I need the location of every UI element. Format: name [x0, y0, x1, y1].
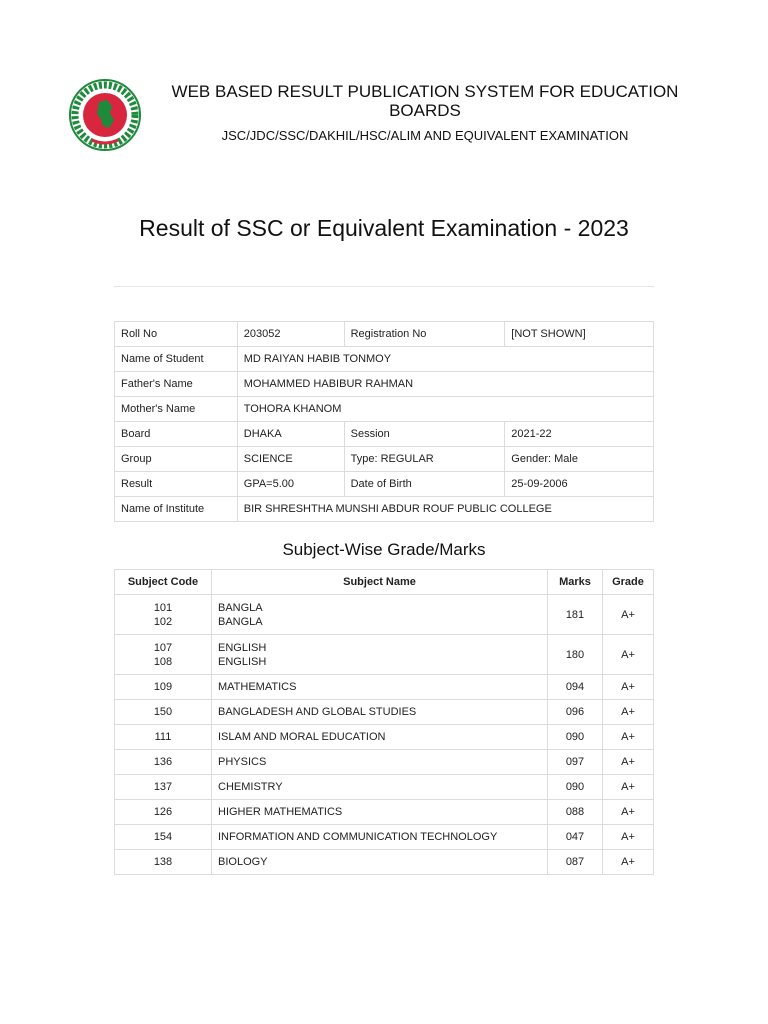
table-row [115, 675, 654, 700]
subject-code [115, 635, 212, 675]
info-row-group [115, 447, 654, 472]
header-grade: Grade [603, 570, 654, 595]
divider [114, 286, 654, 287]
subject-name: ISLAM AND MORAL EDUCATION [212, 725, 548, 750]
table-row [115, 800, 654, 825]
institute-value: BIR SHRESHTHA MUNSHI ABDUR ROUF PUBLIC COLLEGE [237, 497, 653, 522]
board-label: Board [115, 422, 238, 447]
header-subject-name: Subject Name [212, 570, 548, 595]
table-row [115, 635, 654, 675]
subject-name [212, 595, 548, 635]
subject-grade: A+ [603, 725, 654, 750]
info-row-board [115, 422, 654, 447]
subject-code-2: 102 [153, 615, 173, 628]
subject-grade: A+ [603, 750, 654, 775]
subject-name: PHYSICS [212, 750, 548, 775]
session-label: Session [344, 422, 505, 447]
subject-code: 111 [115, 725, 212, 750]
subject-code-1: 107 [153, 641, 173, 654]
subject-code: 109 [115, 675, 212, 700]
header-subject-code: Subject Code [115, 570, 212, 595]
student-name-label: Name of Student [115, 347, 238, 372]
subject-marks: 097 [548, 750, 603, 775]
table-row [115, 850, 654, 875]
result-value: GPA=5.00 [237, 472, 344, 497]
info-row-name [115, 347, 654, 372]
mother-name-value: TOHORA KHANOM [237, 397, 653, 422]
table-row [115, 725, 654, 750]
registration-value: [NOT SHOWN] [505, 322, 654, 347]
info-row-father [115, 372, 654, 397]
subject-name: HIGHER MATHEMATICS [212, 800, 548, 825]
subject-grade: A+ [603, 635, 654, 675]
subject-marks-table [114, 569, 654, 875]
subject-code-1: 101 [153, 601, 173, 614]
session-value: 2021-22 [505, 422, 654, 447]
header-marks: Marks [548, 570, 603, 595]
table-row [115, 700, 654, 725]
subject-grade: A+ [603, 675, 654, 700]
table-row [115, 825, 654, 850]
subject-marks: 094 [548, 675, 603, 700]
government-seal-icon [68, 76, 142, 154]
subject-grade: A+ [603, 800, 654, 825]
subject-marks: 088 [548, 800, 603, 825]
info-row-roll [115, 322, 654, 347]
subject-code-2: 108 [153, 655, 173, 668]
page-header [0, 0, 768, 180]
subject-name: BANGLADESH AND GLOBAL STUDIES [212, 700, 548, 725]
subject-marks: 181 [548, 595, 603, 635]
table-row [115, 750, 654, 775]
subject-name: MATHEMATICS [212, 675, 548, 700]
subject-code: 154 [115, 825, 212, 850]
father-name-value: MOHAMMED HABIBUR RAHMAN [237, 372, 653, 397]
dob-value: 25-09-2006 [505, 472, 654, 497]
registration-label: Registration No [344, 322, 505, 347]
roll-label: Roll No [115, 322, 238, 347]
subject-marks: 087 [548, 850, 603, 875]
info-row-result [115, 472, 654, 497]
result-label: Result [115, 472, 238, 497]
subject-name: INFORMATION AND COMMUNICATION TECHNOLOGY [212, 825, 548, 850]
roll-value: 203052 [237, 322, 344, 347]
subject-name: CHEMISTRY [212, 775, 548, 800]
gender-value: Gender: Male [505, 447, 654, 472]
subject-code: 126 [115, 800, 212, 825]
type-value: Type: REGULAR [344, 447, 505, 472]
subject-marks: 090 [548, 775, 603, 800]
father-name-label: Father's Name [115, 372, 238, 397]
system-subtitle: JSC/JDC/SSC/DAKHIL/HSC/ALIM AND EQUIVALENT EXAMINATION [221, 128, 629, 143]
system-title: WEB BASED RESULT PUBLICATION SYSTEM FOR EDUCATION BOARDS [171, 82, 679, 120]
subject-marks: 047 [548, 825, 603, 850]
group-label: Group [115, 447, 238, 472]
marks-header-row [115, 570, 654, 595]
mother-name-label: Mother's Name [115, 397, 238, 422]
subject-grade: A+ [603, 850, 654, 875]
table-row [115, 595, 654, 635]
subject-grade: A+ [603, 775, 654, 800]
subject-name: BIOLOGY [212, 850, 548, 875]
subject-grade: A+ [603, 595, 654, 635]
group-value: SCIENCE [237, 447, 344, 472]
subject-name [212, 635, 548, 675]
dob-label: Date of Birth [344, 472, 505, 497]
subject-name-2: ENGLISH [218, 655, 267, 668]
board-value: DHAKA [237, 422, 344, 447]
result-title: Result of SSC or Equivalent Examination - 2023 [139, 215, 629, 241]
subject-grade: A+ [603, 825, 654, 850]
subject-code [115, 595, 212, 635]
subject-name-1: BANGLA [218, 601, 263, 614]
table-row [115, 775, 654, 800]
subject-name-2: BANGLA [218, 615, 263, 628]
student-info-table [114, 321, 654, 522]
subject-marks: 096 [548, 700, 603, 725]
subject-marks: 090 [548, 725, 603, 750]
info-row-mother [115, 397, 654, 422]
subject-name-1: ENGLISH [218, 641, 267, 654]
subject-grade: A+ [603, 700, 654, 725]
student-name-value: MD RAIYAN HABIB TONMOY [237, 347, 653, 372]
institute-label: Name of Institute [115, 497, 238, 522]
info-row-institute [115, 497, 654, 522]
subject-code: 150 [115, 700, 212, 725]
subject-marks: 180 [548, 635, 603, 675]
subject-code: 137 [115, 775, 212, 800]
subject-code: 138 [115, 850, 212, 875]
subject-section-title: Subject-Wise Grade/Marks [282, 540, 486, 559]
subject-code: 136 [115, 750, 212, 775]
